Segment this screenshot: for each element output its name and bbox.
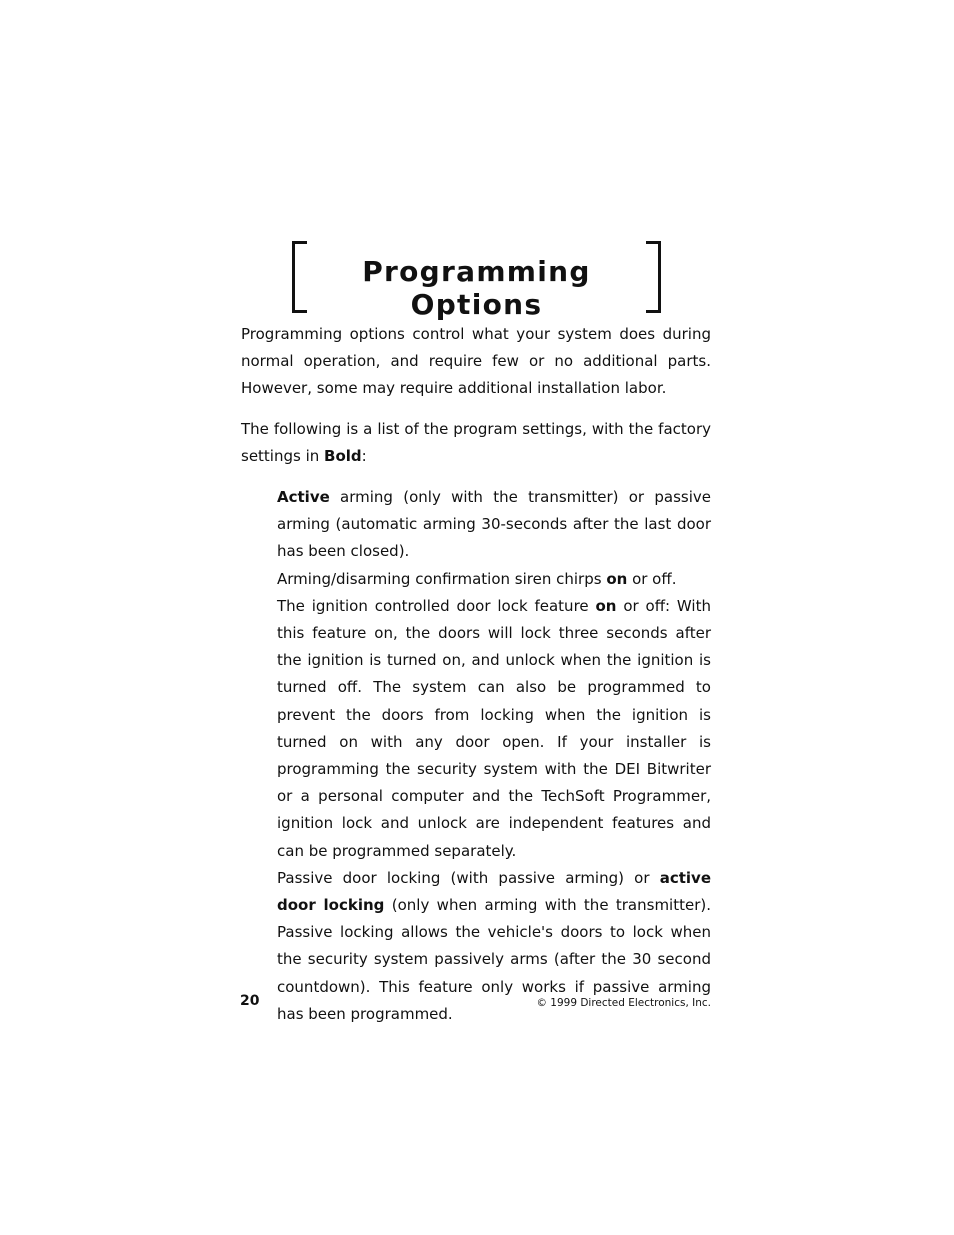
settings-intro-colon: : bbox=[361, 447, 367, 466]
item-text: arming (only with the transmitter) or passive arming (automatic arming 30-seconds after the last door has been closed). bbox=[277, 488, 711, 561]
item-text: or off. bbox=[627, 569, 677, 588]
page-number: 20 bbox=[240, 993, 260, 1009]
title-frame bbox=[292, 241, 661, 321]
item-bold: on bbox=[606, 569, 628, 588]
intro-text: Programming options control what your system does during normal operation, and require few or no additional parts. However, some may require additional installation labor. bbox=[241, 325, 711, 398]
page-title: Programming Options bbox=[362, 255, 591, 321]
list-item bbox=[277, 484, 711, 566]
item-text: or off: With this feature on, the doors will lock three seconds after the ignition is turned on, and unlock when the ignition is turned off. The system can also be programmed to prevent the doors from locking when the ignition is turned on with any door open. If your installer is programming the security system with the DEI Bitwriter or a personal computer and the TechSoft Programmer, ignition lock and unlock are independent features and can be programmed separately. bbox=[277, 596, 711, 860]
intro-paragraph bbox=[241, 321, 711, 403]
item-bold: Active bbox=[277, 488, 330, 506]
copyright-notice: © 1999 Directed Electronics, Inc. bbox=[536, 997, 711, 1009]
item-text: The ignition controlled door lock feature bbox=[277, 596, 596, 615]
settings-intro-text: The following is a list of the program settings, with the factory settings in bbox=[241, 420, 711, 466]
item-text: Passive door locking (with passive arming) or bbox=[277, 868, 660, 887]
item-text: (only when arming with the transmitter). Passive locking allows the vehicle's doors to lock when the security system passively arms (after the 30 second countdown). This feature only works if passive arming has been programmed. bbox=[277, 896, 711, 1023]
settings-list bbox=[277, 484, 711, 1028]
item-bold: on bbox=[595, 596, 617, 615]
list-item bbox=[277, 593, 711, 865]
list-item bbox=[277, 566, 711, 593]
item-text: Arming/disarming confirmation siren chirps bbox=[277, 569, 607, 588]
settings-intro-bold: Bold bbox=[324, 447, 362, 466]
settings-intro-paragraph bbox=[241, 416, 711, 470]
item-bold: active door locking bbox=[277, 868, 711, 915]
